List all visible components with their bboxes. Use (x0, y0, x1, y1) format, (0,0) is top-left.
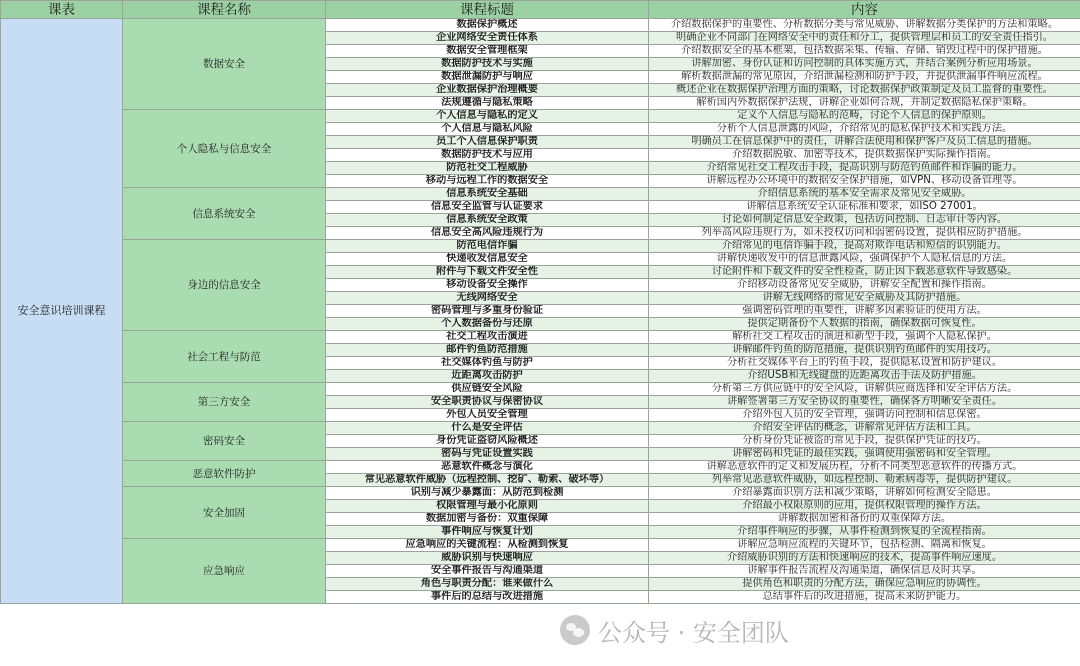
content-cell[interactable]: 分析身份凭证被盗的常见手段，提供保护凭证的技巧。 (649, 435, 1080, 448)
content-cell[interactable]: 提供定期备份个人数据的指南，确保数据可恢复性。 (649, 318, 1080, 331)
table-row (1, 383, 1080, 396)
content-cell[interactable]: 讲解密码和凭证的最佳实践，强调使用强密码和安全管理。 (649, 448, 1080, 461)
title-cell[interactable]: 供应链安全风险 (326, 383, 649, 396)
title-cell[interactable]: 角色与职责分配：谁来做什么 (326, 578, 649, 591)
title-cell[interactable]: 社交媒体钓鱼与防护 (326, 357, 649, 370)
title-cell[interactable]: 数据安全管理框架 (326, 45, 649, 58)
course-cell[interactable]: 安全意识培训课程 (1, 19, 123, 604)
course-name-cell[interactable]: 数据安全 (123, 19, 326, 110)
content-cell[interactable]: 解析数据泄漏的常见原因，介绍泄漏检测和防护手段，并提供泄漏事件响应流程。 (649, 71, 1080, 84)
title-cell[interactable]: 数据防护技术与实施 (326, 58, 649, 71)
title-cell[interactable]: 个人信息与隐私风险 (326, 123, 649, 136)
content-cell[interactable]: 讲解快递收发中的信息泄露风险，强调保护个人隐私信息的方法。 (649, 253, 1080, 266)
content-cell[interactable]: 讲解信息系统安全认证标准和要求，如ISO 27001。 (649, 201, 1080, 214)
title-cell[interactable]: 邮件钓鱼防范措施 (326, 344, 649, 357)
title-cell[interactable]: 附件与下载文件安全性 (326, 266, 649, 279)
header-course-title[interactable]: 课程标题 (326, 1, 649, 19)
content-cell[interactable]: 介绍数据脱敏、加密等技术，提供数据保护实际操作指南。 (649, 149, 1080, 162)
title-cell[interactable]: 移动设备安全操作 (326, 279, 649, 292)
title-cell[interactable]: 个人信息与隐私的定义 (326, 110, 649, 123)
title-cell[interactable]: 身份凭证盗窃风险概述 (326, 435, 649, 448)
header-row (1, 1, 1080, 19)
content-cell[interactable]: 讨论如何制定信息安全政策，包括访问控制、日志审计等内容。 (649, 214, 1080, 227)
course-name-cell[interactable]: 信息系统安全 (123, 188, 326, 240)
title-cell[interactable]: 近距离攻击防护 (326, 370, 649, 383)
content-cell[interactable]: 概述企业在数据保护治理方面的策略，讨论数据保护政策制定及员工监督的重要性。 (649, 84, 1080, 97)
content-cell[interactable]: 讲解邮件钓鱼的防范措施，提供识别钓鱼邮件的实用技巧。 (649, 344, 1080, 357)
course-name-cell[interactable]: 应急响应 (123, 539, 326, 604)
course-name-cell[interactable]: 安全加固 (123, 487, 326, 539)
title-cell[interactable]: 移动与远程工作的数据安全 (326, 175, 649, 188)
table-row (1, 539, 1080, 552)
title-cell[interactable]: 密码管理与多重身份验证 (326, 305, 649, 318)
content-cell[interactable]: 介绍USB和无线键盘的近距离攻击手法及防护措施。 (649, 370, 1080, 383)
content-cell[interactable]: 讲解无线网络的常见安全威胁及其防护措施。 (649, 292, 1080, 305)
table-row (1, 240, 1080, 253)
title-cell[interactable]: 常见恶意软件威胁（远程控制、挖矿、勒索、破坏等） (326, 474, 649, 487)
title-cell[interactable]: 恶意软件概念与演化 (326, 461, 649, 474)
title-cell[interactable]: 信息安全高风险违规行为 (326, 227, 649, 240)
content-cell[interactable]: 明确员工在信息保护中的责任，讲解合法使用和保护客户及员工信息的措施。 (649, 136, 1080, 149)
content-cell[interactable]: 列举高风险违规行为，如未授权访问和弱密码设置，提供相应防护措施。 (649, 227, 1080, 240)
title-cell[interactable]: 数据加密与备份：双重保障 (326, 513, 649, 526)
content-cell[interactable]: 讨论附件和下载文件的安全性检查，防止因下载恶意软件导致感染。 (649, 266, 1080, 279)
content-cell[interactable]: 介绍常见的电信诈骗手段，提高对欺诈电话和短信的识别能力。 (649, 240, 1080, 253)
table-row (1, 331, 1080, 344)
content-cell[interactable]: 介绍事件响应的步骤，从事件检测到恢复的全流程指南。 (649, 526, 1080, 539)
title-cell[interactable]: 安全职责协议与保密协议 (326, 396, 649, 409)
title-cell[interactable]: 密码与凭证设置实践 (326, 448, 649, 461)
table-body (1, 19, 1080, 604)
title-cell[interactable]: 外包人员安全管理 (326, 409, 649, 422)
course-name-cell[interactable]: 个人隐私与信息安全 (123, 110, 326, 188)
content-cell[interactable]: 介绍信息系统的基本安全需求及常见安全威胁。 (649, 188, 1080, 201)
title-cell[interactable]: 快递收发信息安全 (326, 253, 649, 266)
content-cell[interactable]: 介绍数据保护的重要性、分析数据分类与常见威胁、讲解数据分类保护的方法和策略。 (649, 19, 1080, 32)
header-course-name[interactable]: 课程名称 (123, 1, 326, 19)
content-cell[interactable]: 总结事件后的改进措施，提高未来防护能力。 (649, 591, 1080, 604)
content-cell[interactable]: 列举常见恶意软件威胁，如远程控制、勒索病毒等，提供防护建议。 (649, 474, 1080, 487)
watermark-text: 公众号 · 安全团队 (598, 618, 789, 647)
title-cell[interactable]: 权限管理与最小化原则 (326, 500, 649, 513)
title-cell[interactable]: 识别与减少暴露面：从防范到检测 (326, 487, 649, 500)
course-name-cell[interactable]: 身边的信息安全 (123, 240, 326, 331)
content-cell[interactable]: 强调密码管理的重要性，讲解多因素验证的使用方法。 (649, 305, 1080, 318)
content-cell[interactable]: 讲解应急响应流程的关键环节，包括检测、隔离和恢复。 (649, 539, 1080, 552)
content-cell[interactable]: 定义个人信息与隐私的范畴，讨论个人信息的保护原则。 (649, 110, 1080, 123)
title-cell[interactable]: 防范电信诈骗 (326, 240, 649, 253)
title-cell[interactable]: 信息系统安全基础 (326, 188, 649, 201)
title-cell[interactable]: 防范社交工程威胁 (326, 162, 649, 175)
content-cell[interactable]: 提供角色和职责的分配方法，确保应急响应的协调性。 (649, 578, 1080, 591)
content-cell[interactable]: 讲解加密、身份认证和访问控制的具体实施方式，并结合案例分析应用场景。 (649, 58, 1080, 71)
title-cell[interactable]: 什么是安全评估 (326, 422, 649, 435)
wechat-icon (560, 615, 590, 645)
content-cell[interactable]: 讲解签署第三方安全协议的重要性，确保各方明晰安全责任。 (649, 396, 1080, 409)
content-cell[interactable]: 讲解恶意软件的定义和发展历程，分析不同类型恶意软件的传播方式。 (649, 461, 1080, 474)
content-cell[interactable]: 介绍威胁识别的方法和快速响应的技术，提高事件响应速度。 (649, 552, 1080, 565)
content-cell[interactable]: 介绍移动设备常见安全威胁，讲解安全配置和操作指南。 (649, 279, 1080, 292)
title-cell[interactable]: 法规遵循与隐私策略 (326, 97, 649, 110)
content-cell[interactable]: 分析社交媒体平台上的钓鱼手段，提供隐私设置和防护建议。 (649, 357, 1080, 370)
title-cell[interactable]: 数据泄漏防护与响应 (326, 71, 649, 84)
title-cell[interactable]: 个人数据备份与还原 (326, 318, 649, 331)
title-cell[interactable]: 事件后的总结与改进措施 (326, 591, 649, 604)
content-cell[interactable]: 介绍最小权限原则的应用，提供权限管理的操作方法。 (649, 500, 1080, 513)
title-cell[interactable]: 数据保护概述 (326, 19, 649, 32)
content-cell[interactable]: 介绍外包人员的安全管理，强调访问控制和信息保密。 (649, 409, 1080, 422)
content-cell[interactable]: 讲解远程办公环境中的数据安全保护措施，如VPN、移动设备管理等。 (649, 175, 1080, 188)
course-name-cell[interactable]: 社会工程与防范 (123, 331, 326, 383)
header-schedule[interactable]: 课表 (1, 1, 123, 19)
title-cell[interactable]: 企业数据保护治理概要 (326, 84, 649, 97)
table-row (1, 19, 1080, 32)
title-cell[interactable]: 数据防护技术与应用 (326, 149, 649, 162)
course-name-cell[interactable]: 第三方安全 (123, 383, 326, 422)
content-cell[interactable]: 介绍常见社交工程攻击手段，提高识别与防范钓鱼邮件和诈骗的能力。 (649, 162, 1080, 175)
table-row (1, 422, 1080, 435)
title-cell[interactable]: 社交工程攻击演进 (326, 331, 649, 344)
course-name-cell[interactable]: 密码安全 (123, 422, 326, 461)
content-cell[interactable]: 解析国内外数据保护法规，讲解企业如何合规，并制定数据隐私保护策略。 (649, 97, 1080, 110)
content-cell[interactable]: 介绍安全评估的概念，讲解常见评估方法和工具。 (649, 422, 1080, 435)
content-cell[interactable]: 介绍数据安全的基本框架，包括数据采集、传输、存储、销毁过程中的保护措施。 (649, 45, 1080, 58)
title-cell[interactable]: 员工个人信息保护职责 (326, 136, 649, 149)
title-cell[interactable]: 信息安全监管与认证要求 (326, 201, 649, 214)
table-row (1, 188, 1080, 201)
watermark (560, 610, 1080, 650)
content-cell[interactable]: 分析第三方供应链中的安全风险，讲解供应商选择和安全评估方法。 (649, 383, 1080, 396)
table-row (1, 487, 1080, 500)
title-cell[interactable]: 企业网络安全责任体系 (326, 32, 649, 45)
header-content[interactable]: 内容 (649, 1, 1080, 19)
title-cell[interactable]: 安全事件报告与沟通渠道 (326, 565, 649, 578)
content-cell[interactable]: 明确企业不同部门在网络安全中的责任和分工，提供管理层和员工的安全责任指引。 (649, 32, 1080, 45)
course-name-cell[interactable]: 恶意软件防护 (123, 461, 326, 487)
content-cell[interactable]: 分析个人信息泄露的风险，介绍常见的隐私保护技术和实践方法。 (649, 123, 1080, 136)
title-cell[interactable]: 威胁识别与快速响应 (326, 552, 649, 565)
table-row (1, 461, 1080, 474)
title-cell[interactable]: 事件响应与恢复计划 (326, 526, 649, 539)
content-cell[interactable]: 讲解数据加密和备份的双重保障方法。 (649, 513, 1080, 526)
content-cell[interactable]: 解析社交工程攻击的演进和新型手段，强调个人隐私保护。 (649, 331, 1080, 344)
table-row (1, 110, 1080, 123)
title-cell[interactable]: 信息系统安全政策 (326, 214, 649, 227)
content-cell[interactable]: 介绍暴露面识别方法和减少策略，讲解如何检测安全隐患。 (649, 487, 1080, 500)
title-cell[interactable]: 无线网络安全 (326, 292, 649, 305)
title-cell[interactable]: 应急响应的关键流程：从检测到恢复 (326, 539, 649, 552)
content-cell[interactable]: 讲解事件报告流程及沟通渠道，确保信息及时共享。 (649, 565, 1080, 578)
